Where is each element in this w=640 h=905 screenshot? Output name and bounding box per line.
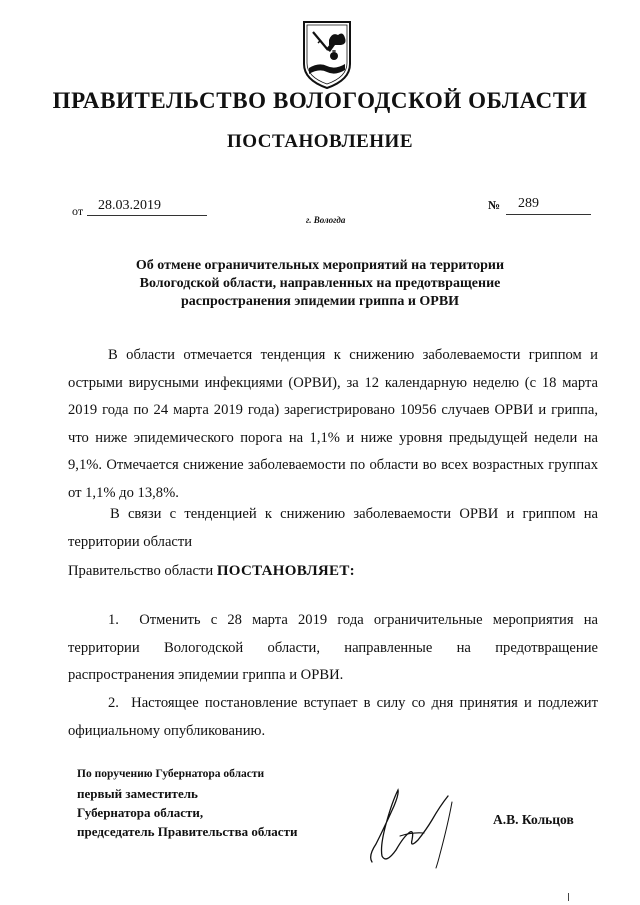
heading-line-1: Об отмене ограничительных мероприятий на территории [135, 258, 505, 273]
signer-name: А.В. Кольцов [493, 812, 574, 827]
resolution-item-2 [68, 690, 598, 745]
resolves-prefix: Правительство области [68, 563, 214, 579]
resolution-item-1 [68, 607, 598, 690]
item-number: 1. [108, 612, 119, 628]
document-heading [100, 257, 540, 311]
body-paragraph-2: В связи с тенденцией к снижению заболеваемости ОРВИ и гриппом на территории области [68, 506, 598, 550]
item-text: Отменить с 28 марта 2019 года ограничительные мероприятия на территории Вологодской области, направленные на предотвращение распространения эпидемии гриппа и ОРВИ. [68, 612, 599, 684]
heading-line-2: Вологодской области, направленных на предотвращение [139, 276, 501, 291]
document-type: ПОСТАНОВЛЕНИЕ [226, 131, 414, 152]
resolves-word: ПОСТАНОВЛЯЕТ: [216, 563, 355, 579]
item-text: Настоящее постановление вступает в силу со дня принятия и подлежит официальному опубликованию. [68, 695, 598, 739]
vologda-coat-of-arms-icon [299, 18, 355, 90]
page-mark [568, 893, 569, 901]
government-title: ПРАВИТЕЛЬСТВО ВОЛОГОДСКОЙ ОБЛАСТИ [52, 88, 588, 113]
signature-line-3: Губернатора области, [77, 805, 204, 820]
document-date: 28.03.2019 [98, 198, 161, 213]
signature-block [77, 765, 297, 841]
document-number: 289 [518, 196, 539, 211]
heading-line-3: распространения эпидемии гриппа и ОРВИ [180, 294, 460, 309]
item-number: 2. [108, 695, 119, 711]
handwritten-signature [352, 784, 472, 874]
body-paragraph-1: В области отмечается тенденция к снижению заболеваемости гриппом и острыми вирусными инфекциями (ОРВИ), за 12 календарную неделю (с 18 марта 2019 года по 24 марта 2019 года) зарегистрировано 10956 случаев ОРВИ и гриппа, что ниже эпидемического порога на 1,1% и ниже уровня предыдущей недели на 9,1%. Отмечается снижение заболеваемости по области во всех возрастных группах от 1,1% до 13,8%. [68, 347, 598, 501]
number-label: № [488, 198, 501, 212]
signature-line-1: По поручению Губернатора области [77, 768, 265, 780]
date-label: от [72, 204, 84, 218]
resolves-line [68, 558, 598, 586]
signature-line-2: первый заместитель [77, 786, 198, 801]
city: г. Вологда [306, 215, 346, 225]
signature-line-4: председатель Правительства области [77, 824, 298, 839]
